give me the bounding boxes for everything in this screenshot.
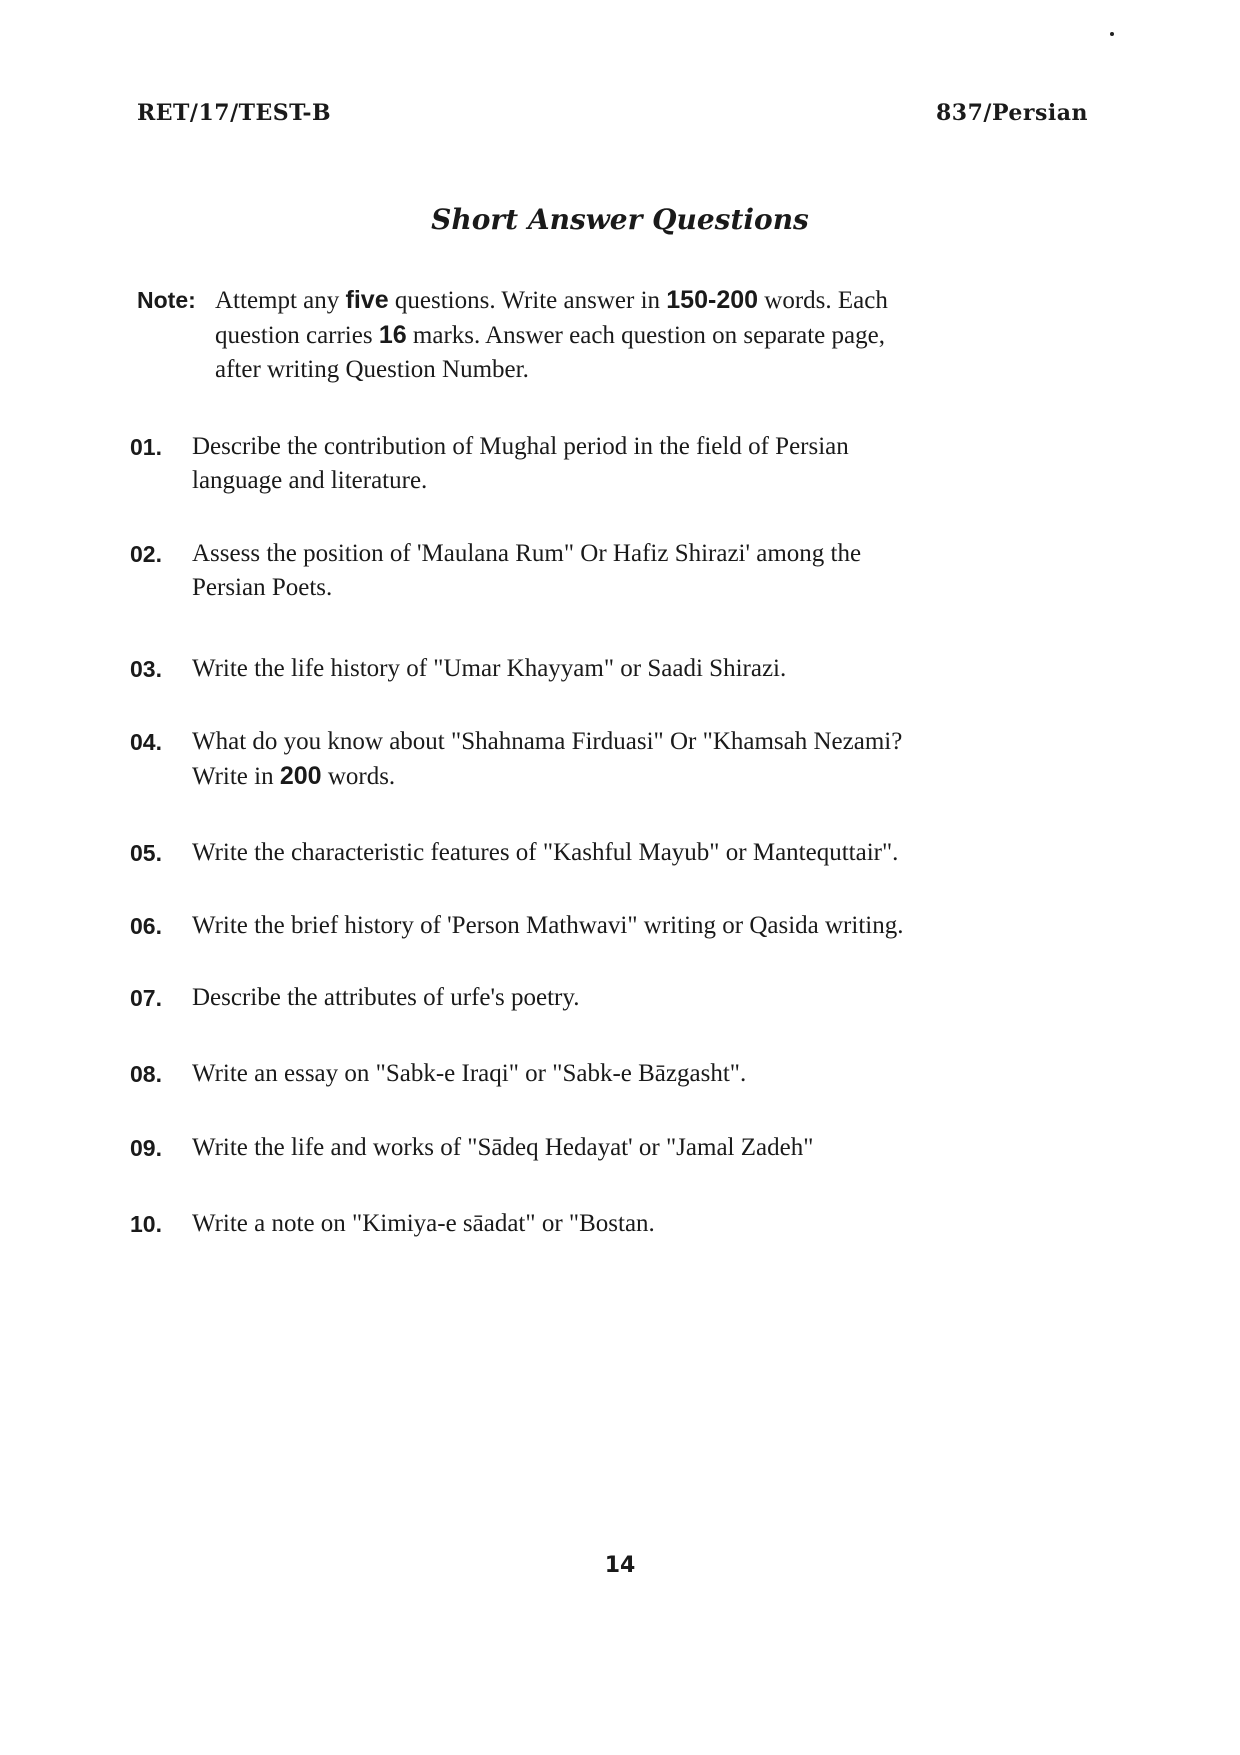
question-number: 10. [130,1211,162,1237]
question-line: Write the characteristic features of "Kashful Mayub" or Mantequttair". [192,839,899,866]
scan-speck [1110,32,1114,36]
question-item [130,836,1100,870]
question-line: Write a note on "Kimiya-e sāadat" or "Bostan. [192,1210,655,1237]
header-subject: 837/Persian [936,100,1088,126]
question-number: 06. [130,913,162,939]
note-text-part: questions. Write answer in [388,287,667,314]
question-item [130,981,1100,1015]
question-line: language and literature. [192,467,428,494]
question-item [130,537,1100,605]
question-text [130,1131,1100,1165]
question-number: 02. [130,541,162,567]
question-item [130,1057,1100,1091]
question-text [130,537,1100,605]
note-line-1 [215,283,1097,318]
question-line [192,759,1100,794]
question-text [130,430,1100,498]
question-number: 07. [130,985,162,1011]
question-line: Write the life and works of "Sādeq Hedayat' or "Jamal Zadeh" [192,1134,814,1161]
question-line: Write the life history of "Umar Khayyam" or Saadi Shirazi. [192,655,787,682]
question-item [130,652,1100,686]
note-emphasis: 16 [378,321,407,349]
question-line: What do you know about "Shahnama Firduasi" Or "Khamsah Nezami? [192,728,903,755]
question-item [130,909,1100,943]
question-item [130,430,1100,498]
question-item [130,1207,1100,1241]
question-number: 09. [130,1135,162,1161]
question-text-part: words. [321,763,396,790]
note-text-part: question carries [215,322,379,349]
question-text [130,981,1100,1015]
question-text [130,725,1100,794]
question-text [130,836,1100,870]
question-text [130,1207,1100,1241]
question-line: Persian Poets. [192,574,333,601]
question-line: Describe the contribution of Mughal period in the field of Persian [192,433,849,460]
note-text [137,283,1097,387]
note-text-part: words. Each [758,287,888,314]
question-number: 08. [130,1061,162,1087]
question-line: Write the brief history of 'Person Mathwavi" writing or Qasida writing. [192,912,904,939]
note-text-part: Attempt any [215,287,346,314]
question-text-part: Write in [192,763,280,790]
section-title: Short Answer Questions [431,203,809,236]
question-line: Describe the attributes of urfe's poetry. [192,984,580,1011]
question-number: 04. [130,729,162,755]
question-line: Assess the position of 'Maulana Rum" Or Hafiz Shirazi' among the [192,540,862,567]
note-label: Note: [137,287,196,313]
page-number: 14 [604,1553,636,1578]
question-emphasis: 200 [279,762,322,790]
question-item [130,1131,1100,1165]
question-text [130,909,1100,943]
question-text [130,1057,1100,1091]
question-item [130,725,1100,794]
note-text-part: marks. Answer each question on separate page, [406,322,885,349]
question-number: 01. [130,434,162,460]
note-line-2 [215,318,1097,353]
question-line: Write an essay on "Sabk-e Iraqi" or "Sabk-e Bāzgasht". [192,1060,747,1087]
question-text [130,652,1100,686]
note-emphasis: 150-200 [666,286,759,314]
note-line-3: after writing Question Number. [215,356,529,383]
instructions-note [137,283,1097,387]
header-code: RET/17/TEST-B [137,100,332,126]
question-number: 03. [130,656,162,682]
question-number: 05. [130,840,162,866]
note-emphasis: five [345,286,389,314]
